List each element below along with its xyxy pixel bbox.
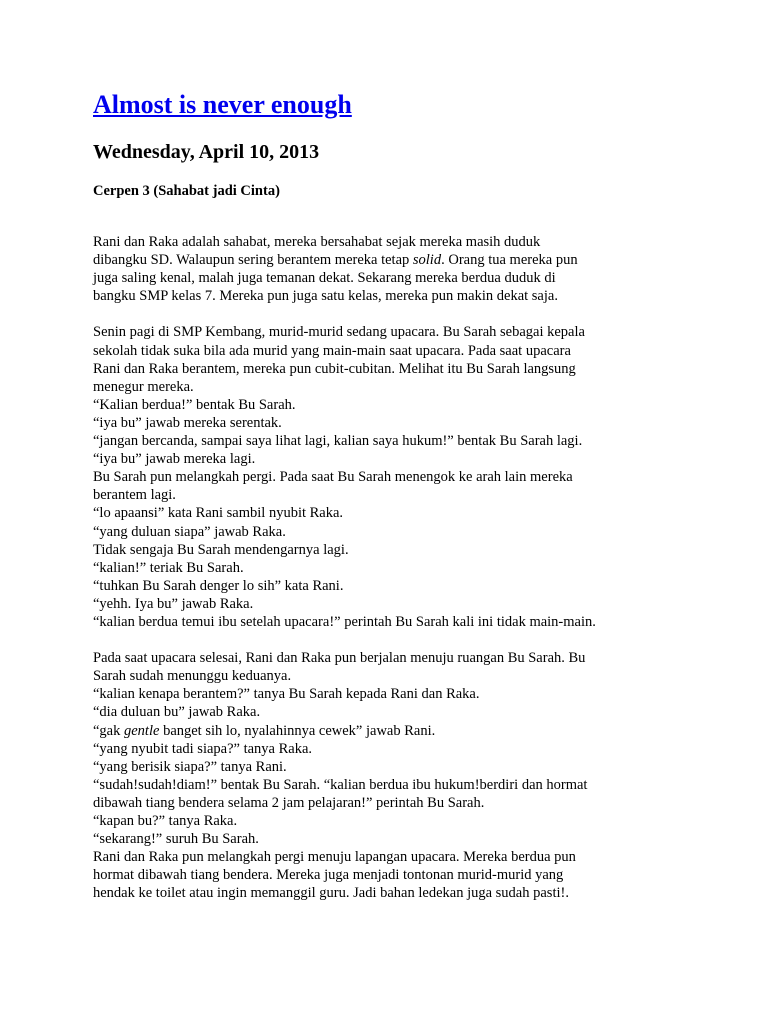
story-line-text: “lo apaansi” kata Rani sambil nyubit Raka. — [93, 505, 344, 522]
story-line-text: “kalian kenapa berantem?” tanya Bu Sarah kepada Rani dan Raka. — [93, 686, 480, 703]
story-line-text: “tuhkan Bu Sarah denger lo sih” kata Rani. — [93, 577, 344, 594]
paragraph-gap — [93, 305, 733, 323]
story-line — [93, 595, 733, 613]
story-line — [93, 432, 733, 450]
story-line — [93, 740, 733, 758]
story-line — [93, 396, 733, 414]
story-line-text: Bu Sarah pun melangkah pergi. Pada saat Bu Sarah menengok ke arah lain mereka — [93, 469, 573, 486]
story-line — [93, 504, 733, 522]
story-line-text: “kalian berdua temui ibu setelah upacara!” perintah Bu Sarah kali ini tidak main-main. — [93, 613, 596, 630]
story-line — [93, 703, 733, 721]
post-date: Wednesday, April 10, 2013 — [93, 141, 320, 163]
story-line-text: “yang nyubit tadi siapa?” tanya Raka. — [93, 740, 313, 757]
story-line — [93, 794, 733, 812]
story-line-text: “iya bu” jawab mereka lagi. — [93, 451, 256, 468]
story-emphasis: gentle — [124, 722, 160, 739]
story-line-text: dibangku SD. Walaupun sering berantem mereka tetap — [93, 252, 413, 269]
story-line-text: “kalian!” teriak Bu Sarah. — [93, 559, 244, 576]
story-line-text: hendak ke toilet atau ingin memanggil guru. Jadi bahan ledekan juga sudah pasti!. — [93, 885, 569, 902]
story-line — [93, 776, 733, 794]
story-line-text: banget sih lo, nyalahinnya cewek” jawab Rani. — [159, 722, 436, 739]
blog-title — [93, 88, 352, 122]
story-line-text: berantem lagi. — [93, 487, 176, 504]
story-line — [93, 468, 733, 486]
story-line — [93, 378, 733, 396]
story-line — [93, 323, 733, 341]
story-line-text: Sarah sudah menunggu keduanya. — [93, 668, 292, 685]
story-line-text: “yang berisik siapa?” tanya Rani. — [93, 758, 287, 775]
story-line-text: sekolah tidak suka bila ada murid yang main-main saat upacara. Pada saat upacara — [93, 342, 571, 359]
story-line — [93, 251, 733, 269]
story-line-text: . Orang tua mereka pun — [441, 252, 578, 269]
story-line-text: dibawah tiang bendera selama 2 jam pelajaran!” perintah Bu Sarah. — [93, 794, 485, 811]
story-line-text: “kapan bu?” tanya Raka. — [93, 813, 238, 829]
story-line-text: “iya bu” jawab mereka serentak. — [93, 414, 282, 431]
post-title: Cerpen 3 (Sahabat jadi Cinta) — [93, 183, 280, 199]
story-line — [93, 541, 733, 559]
story-line — [93, 269, 733, 287]
story-line-text: bangku SMP kelas 7. Mereka pun juga satu kelas, mereka pun makin dekat saja. — [93, 288, 558, 305]
story-line-text: Senin pagi di SMP Kembang, murid-murid sedang upacara. Bu Sarah sebagai kepala — [93, 324, 585, 341]
story-line — [93, 523, 733, 541]
story-line — [93, 559, 733, 577]
story-line — [93, 360, 733, 378]
story-line — [93, 866, 733, 884]
story-line — [93, 848, 733, 866]
story-line-text: “yehh. Iya bu” jawab Raka. — [93, 595, 254, 612]
story-line — [93, 233, 733, 251]
story-line — [93, 577, 733, 595]
story-line — [93, 342, 733, 360]
story-line — [93, 486, 733, 504]
story-line-text: Tidak sengaja Bu Sarah mendengarnya lagi. — [93, 541, 349, 558]
story-line — [93, 758, 733, 776]
story-line — [93, 812, 733, 830]
story-line-text: Rani dan Raka pun melangkah pergi menuju lapangan upacara. Mereka berdua pun — [93, 849, 576, 866]
story-line — [93, 884, 733, 902]
story-line — [93, 613, 733, 631]
story-line-text: “gak — [93, 722, 124, 739]
story-line-text: “Kalian berdua!” bentak Bu Sarah. — [93, 396, 296, 413]
blog-title-link[interactable]: Almost is never enough — [93, 90, 352, 119]
story-line-text: Rani dan Raka adalah sahabat, mereka bersahabat sejak mereka masih duduk — [93, 234, 541, 250]
story-line-text: “sudah!sudah!diam!” bentak Bu Sarah. “kalian berdua ibu hukum!berdiri dan hormat — [93, 776, 588, 793]
paragraph-gap — [93, 631, 733, 649]
story-line — [93, 830, 733, 848]
post-body — [93, 233, 733, 902]
story-line-text: “jangan bercanda, sampai saya lihat lagi, kalian saya hukum!” bentak Bu Sarah lagi. — [93, 433, 583, 450]
story-line — [93, 287, 733, 305]
story-line — [93, 722, 733, 740]
story-line-text: hormat dibawah tiang bendera. Mereka juga menjadi tontonan murid-murid yang — [93, 867, 564, 884]
story-line — [93, 414, 733, 432]
story-line-text: juga saling kenal, malah juga temanan dekat. Sekarang mereka berdua duduk di — [93, 270, 556, 287]
story-line — [93, 667, 733, 685]
story-line — [93, 649, 733, 667]
story-line — [93, 685, 733, 703]
story-line-text: Pada saat upacara selesai, Rani dan Raka pun berjalan menuju ruangan Bu Sarah. Bu — [93, 650, 586, 667]
story-line-text: “yang duluan siapa” jawab Raka. — [93, 523, 286, 540]
story-line — [93, 450, 733, 468]
story-line-text: menegur mereka. — [93, 378, 194, 395]
story-line-text: “dia duluan bu” jawab Raka. — [93, 704, 261, 721]
story-line-text: “sekarang!” suruh Bu Sarah. — [93, 831, 259, 848]
story-line-text: Rani dan Raka berantem, mereka pun cubit-cubitan. Melihat itu Bu Sarah langsung — [93, 360, 576, 377]
story-emphasis: solid — [412, 252, 442, 269]
